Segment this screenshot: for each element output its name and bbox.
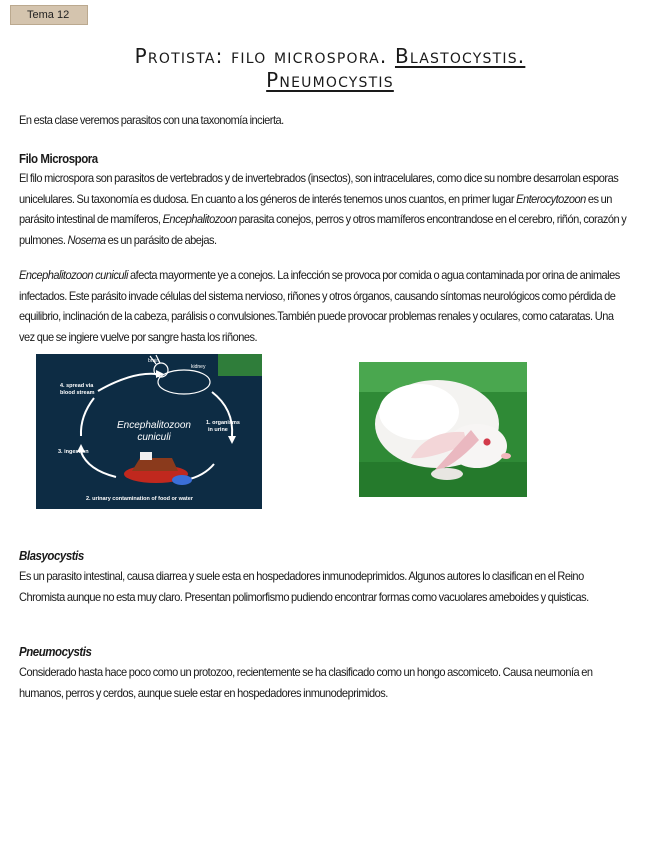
microspora-heading: Filo Microspora [19, 152, 98, 166]
p1-genus-encephalitozoon: Encephalitozoon [162, 212, 237, 226]
p1-genus-nosema: Nosema [67, 232, 106, 247]
white-rabbit-photo [359, 362, 527, 497]
p1-genus-enterocytozoon: Enterocytozoon [516, 191, 586, 206]
diagram-step-4-line-1: 4. spread via [60, 383, 94, 389]
title-part-1: Protista: filo microspora. [134, 44, 388, 68]
life-cycle-diagram [36, 354, 262, 509]
diagram-step-1-line-1: 1. organisms [206, 420, 240, 426]
intro-paragraph: En esta clase veremos parasitos con una taxonomía incierta. [19, 113, 284, 127]
p2-text: afecta mayormente ye a conejos. La infección se provoca por comida o agua contaminada por orina de animales infectados. Este parásito invade células del sistema nervioso, riñones y otros órganos, causando síntomas neurológicos como pérdida de equilibrio, inclinación de la cabeza, parálisis o convulsiones.También puede provocar problemas renales y oculares, como cataratas. Una vez que se ingiere vuelve por sangre hasta los riñones. [19, 268, 620, 344]
blastocystis-heading: Blasyocystis [19, 549, 84, 563]
diagram-label-brain: brain [148, 358, 160, 364]
p2-species: Encephalitozoon cuniculi [19, 268, 128, 282]
diagram-step-2: 2. urinary contamination of food or water [86, 496, 193, 502]
diagram-step-3: 3. ingestion [58, 449, 89, 455]
diagram-center-line-2: cuniculi [137, 432, 171, 443]
title-part-2: Blastocystis. Pneumocystis [266, 44, 526, 92]
p1-text-d: es un parásito de abejas. [105, 232, 217, 247]
topic-tag: Tema 12 [10, 5, 88, 25]
p1-text-c: parasita conejos, perros y otros mamíferos encontrandose en el cerebro, riñón, corazón y pulmones. [19, 212, 627, 247]
diagram-step-4-line-2: blood stream [60, 390, 95, 396]
pneumocystis-heading: Pneumocystis [19, 645, 92, 659]
pneumocystis-paragraph: Considerado hasta hace poco como un protozoo, recientemente se ha clasificado como un hongo ascomiceto. Causa neumonía en humanos, perros y cerdos, aunque suele estar en hospedadores inmunodeprimidos. [19, 665, 593, 700]
p1-text-a: El filo microspora son parasitos de vertebrados y de invertebrados (insectos), son intracelulares, como dice su nombre desarrolan esporas unicelulares. Su taxonomía es dudosa. En cuanto a los géneros de interés tenemos unos cuantos, en primer lugar [19, 171, 619, 206]
p1-text-b: es un parásito intestinal de mamíferos, [19, 191, 612, 226]
microspora-paragraph-1 [19, 168, 629, 250]
diagram-center-line-1: Encephalitozoon [117, 420, 191, 431]
diagram-label-kidney: kidney [191, 364, 206, 370]
blastocystis-paragraph: Es un parasito intestinal, causa diarrea y suele esta en hospedadores inmunodeprimidos. Algunos autores lo clasifican en el Reino Chromista aunque no esta muy claro. Presentan polimorfismo pudiendo encontrar formas como vacuolares ameboides y quisticas. [19, 569, 589, 604]
page-title [70, 44, 590, 92]
diagram-step-1-line-2: in urine [208, 427, 228, 433]
microspora-paragraph-2 [19, 265, 629, 347]
